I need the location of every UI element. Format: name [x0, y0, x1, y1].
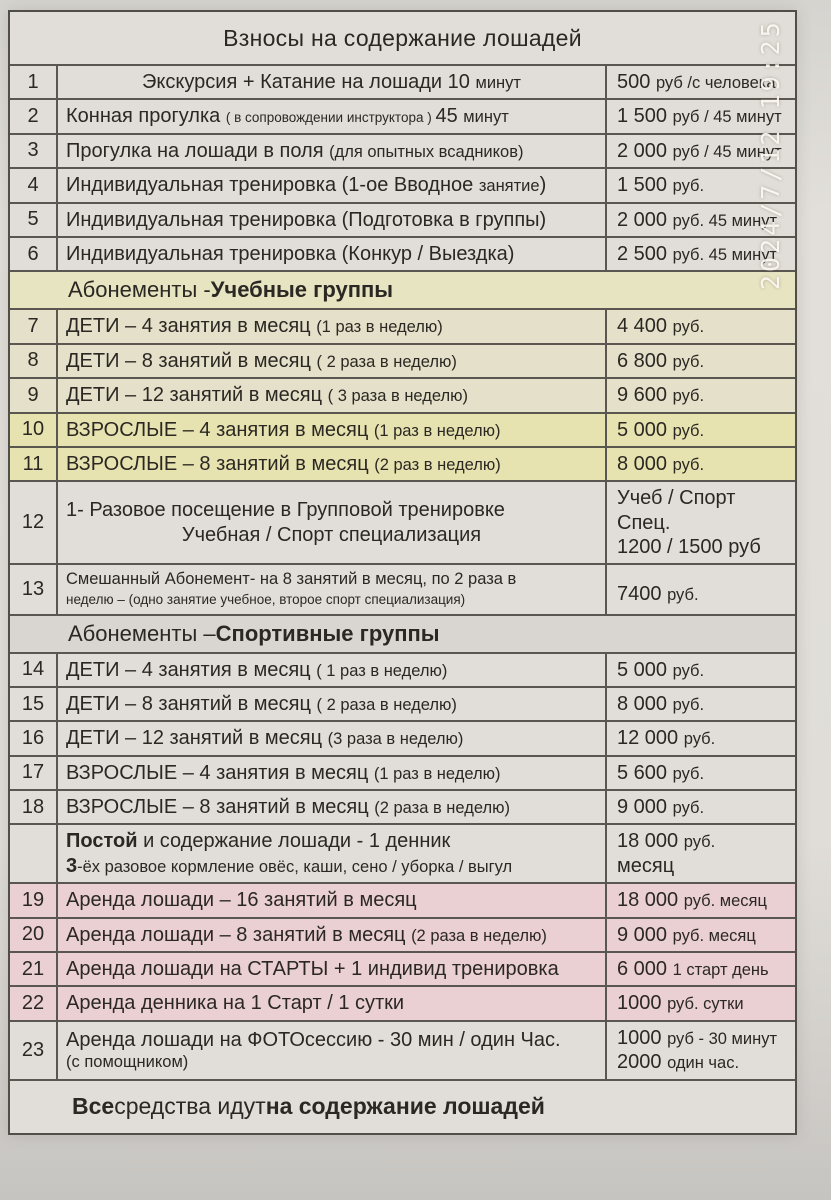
text-segment: 8 000: [617, 452, 673, 475]
text-segment: Индивидуальная тренировка (Конкур / Выездка): [66, 242, 515, 265]
text-line: [617, 486, 789, 535]
text-segment: руб.: [683, 730, 716, 749]
text-line: [617, 1050, 789, 1074]
text-segment: ДЕТИ – 4 занятия в месяц: [66, 658, 317, 681]
price-cell: [605, 654, 795, 686]
table-row: [10, 412, 795, 446]
text-line: [617, 349, 789, 373]
text-line: [66, 104, 597, 128]
price-table-body: [10, 64, 795, 1079]
text-line: [617, 535, 789, 559]
text-line: [617, 418, 789, 442]
text-segment: ВЗРОСЛЫЕ – 4 занятия в месяц: [66, 761, 374, 784]
text-line: [617, 854, 789, 878]
price-cell: [605, 1022, 795, 1079]
text-segment: месяц: [617, 854, 675, 877]
service-description: [58, 135, 605, 167]
text-segment: 18 000: [617, 830, 684, 853]
row-number: 22: [10, 987, 58, 1019]
camera-timestamp: 2024/7/12 19:25: [756, 19, 785, 290]
service-description: [58, 169, 605, 201]
text-segment: 5 600: [617, 761, 673, 784]
text-segment: Аренда лошади – 16 занятий в месяц: [66, 889, 417, 912]
section-header-row: [10, 270, 795, 308]
text-segment: Постой: [66, 830, 144, 853]
text-line: [617, 1026, 789, 1050]
text-segment: 1000: [617, 992, 668, 1015]
table-row: [10, 236, 795, 270]
text-segment: ВЗРОСЛЫЕ – 8 занятий в месяц: [66, 452, 375, 475]
text-segment: руб. месяц: [683, 892, 767, 911]
text-segment: 2 500: [617, 242, 673, 265]
text-segment: 5 000: [617, 418, 673, 441]
table-row: [10, 167, 795, 201]
row-number: 1: [10, 66, 58, 98]
text-segment: 1- Разовое посещение в Групповой тренировке: [66, 499, 505, 522]
text-line: [66, 314, 597, 338]
text-segment: руб.: [672, 421, 705, 440]
text-line: [617, 314, 789, 338]
service-description: [58, 1022, 605, 1079]
service-description: [58, 345, 605, 377]
table-row: [10, 563, 795, 613]
price-cell: [605, 791, 795, 823]
row-number: 10: [10, 414, 58, 446]
text-line: [66, 383, 597, 407]
text-line: [66, 1028, 597, 1052]
text-line: [617, 991, 789, 1015]
text-segment: Аренда денника на 1 Старт / 1 сутки: [66, 992, 405, 1015]
text-segment: 2 000: [617, 208, 673, 231]
table-row: [10, 133, 795, 167]
text-segment: 5 000: [617, 658, 673, 681]
text-segment: минут: [475, 74, 521, 92]
section-header-row: [10, 614, 795, 652]
text-segment: руб. сутки: [667, 995, 744, 1014]
text-segment: руб. 45 минут: [672, 211, 778, 230]
text-segment: ( 3 раза в неделю): [327, 387, 469, 406]
row-number: 13: [10, 565, 58, 613]
text-segment: один час.: [667, 1054, 740, 1073]
text-segment: Индивидуальная тренировка (1-ое Вводное: [66, 174, 479, 197]
text-line: [617, 888, 789, 912]
text-segment: руб.: [672, 387, 705, 406]
text-segment: Индивидуальная тренировка (Подготовка в группы): [66, 208, 547, 231]
row-number: 21: [10, 953, 58, 985]
table-row: [10, 446, 795, 480]
row-number: 7: [10, 310, 58, 342]
text-segment: Учебные группы: [210, 277, 394, 303]
text-segment: руб /с человека: [655, 74, 776, 92]
service-description: [58, 791, 605, 823]
text-line: [66, 173, 597, 197]
text-segment: 1 500: [617, 174, 673, 197]
text-segment: (1 раз в неделю): [373, 421, 501, 440]
row-number: [10, 825, 58, 882]
price-cell: [605, 482, 795, 563]
text-segment: 2 000: [617, 139, 673, 162]
text-line: [66, 569, 597, 590]
text-line: [66, 452, 597, 476]
text-segment: руб / 45 минут: [672, 108, 782, 127]
text-line: [66, 523, 597, 547]
service-description: [58, 238, 605, 270]
text-segment: Абонементы –: [68, 620, 216, 646]
text-segment: Экскурсия + Катание на лошади 10: [142, 71, 476, 93]
table-row: [10, 720, 795, 754]
text-segment: ВЗРОСЛЫЕ – 4 занятия в месяц: [66, 418, 374, 441]
service-description: [58, 482, 605, 563]
row-number: 6: [10, 238, 58, 270]
text-line: [66, 957, 597, 981]
text-segment: ДЕТИ – 8 занятий в месяц: [66, 349, 317, 372]
service-description: [58, 66, 605, 98]
table-row: [10, 789, 795, 823]
text-segment: ВЗРОСЛЫЕ – 8 занятий в месяц: [66, 796, 375, 819]
row-number: 4: [10, 169, 58, 201]
price-cell: [605, 379, 795, 411]
service-description: [58, 414, 605, 446]
footer-text-segment: на содержание лошадей: [265, 1093, 545, 1120]
text-segment: (для опытных всадников): [329, 142, 524, 161]
text-line: [617, 383, 789, 407]
section-title: [10, 272, 795, 308]
text-segment: (2 раз в неделю): [374, 455, 501, 474]
table-row: [10, 98, 795, 132]
text-segment: руб.: [672, 318, 705, 337]
text-line: [66, 795, 597, 819]
price-cell: [605, 414, 795, 446]
text-segment: (с помощником): [66, 1053, 189, 1072]
text-line: [66, 418, 597, 442]
text-segment: Аренда лошади на СТАРТЫ + 1 индивид тренировка: [66, 958, 559, 981]
text-segment: руб.: [683, 833, 716, 852]
table-row: [10, 64, 795, 98]
service-description: [58, 565, 605, 613]
text-line: [66, 761, 597, 785]
table-row: [10, 480, 795, 563]
row-number: 8: [10, 345, 58, 377]
text-line: [66, 1052, 597, 1073]
text-segment: руб.: [672, 764, 705, 783]
row-number: 12: [10, 482, 58, 563]
text-segment: Учебная / Спорт специализация: [181, 523, 482, 546]
text-segment: 1 старт день: [672, 961, 769, 980]
text-segment: Аренда лошади – 8 занятий в месяц: [66, 923, 412, 946]
price-cell: [605, 825, 795, 882]
text-line: [617, 658, 789, 682]
text-line: [617, 923, 789, 947]
text-segment: руб.: [672, 177, 705, 196]
text-line: [617, 795, 789, 819]
text-line: [66, 658, 597, 682]
text-segment: ( 2 раза в неделю): [316, 352, 457, 371]
text-line: [617, 726, 789, 750]
price-cell: [605, 884, 795, 916]
text-segment: ДЕТИ – 12 занятий в месяц: [66, 384, 328, 407]
service-description: [58, 379, 605, 411]
text-line: [66, 139, 597, 163]
service-description: [58, 204, 605, 236]
table-row: [10, 308, 795, 342]
text-segment: 45: [435, 105, 464, 128]
text-line: [66, 349, 597, 373]
text-segment: ( в сопровождении инструктора ): [225, 110, 436, 126]
text-segment: ( 1 раз в неделю): [316, 661, 448, 680]
table-row: [10, 985, 795, 1019]
text-segment: руб.: [672, 695, 705, 714]
text-segment: руб.: [672, 799, 705, 818]
text-segment: (2 раза в неделю): [411, 926, 547, 945]
service-description: [58, 884, 605, 916]
table-row: [10, 917, 795, 951]
table-row: [10, 202, 795, 236]
text-segment: руб / 45 минут: [672, 142, 782, 161]
text-segment: 9 600: [617, 384, 673, 407]
text-segment: ( 2 раза в неделю): [316, 695, 457, 714]
service-description: [58, 825, 605, 882]
text-line: [66, 991, 597, 1015]
text-segment: 3: [66, 854, 78, 877]
text-line: [66, 923, 597, 947]
text-segment: руб. месяц: [672, 926, 756, 945]
text-line: [617, 829, 789, 853]
text-segment: ): [539, 174, 547, 197]
row-number: 2: [10, 100, 58, 132]
text-segment: руб - 30 минут: [667, 1029, 778, 1048]
price-cell: [605, 345, 795, 377]
text-segment: 9 000: [617, 923, 673, 946]
text-segment: неделю – (одно занятие учебное, второе спорт специализация): [66, 591, 466, 607]
text-line: [617, 452, 789, 476]
text-segment: Спортивные группы: [215, 620, 440, 646]
text-segment: руб.: [667, 586, 699, 605]
service-description: [58, 953, 605, 985]
text-segment: минут: [463, 108, 509, 127]
footer-text-segment: Все: [72, 1093, 115, 1120]
row-number: 9: [10, 379, 58, 411]
price-table: [8, 10, 797, 1135]
text-segment: (3 раза в неделю): [327, 730, 464, 749]
text-line: [66, 242, 597, 266]
text-segment: 6 000: [617, 958, 673, 981]
table-row: [10, 686, 795, 720]
price-cell: [605, 757, 795, 789]
table-row: [10, 882, 795, 916]
text-line: [66, 498, 597, 522]
text-line: [66, 70, 597, 94]
text-segment: руб. 45 минут: [672, 245, 778, 264]
text-segment: 7400: [617, 583, 668, 606]
price-cell: [605, 310, 795, 342]
service-description: [58, 722, 605, 754]
table-row: [10, 1020, 795, 1079]
text-segment: Учеб / Спорт Спец.: [617, 487, 736, 534]
text-segment: ДЕТИ – 4 занятия в месяц: [66, 315, 317, 338]
text-segment: Аренда лошади на ФОТОсессию - 30 мин / один Час.: [66, 1028, 561, 1051]
table-row: [10, 951, 795, 985]
text-segment: руб.: [672, 661, 705, 680]
text-segment: 1200 / 1500 руб: [617, 536, 761, 559]
price-cell: [605, 688, 795, 720]
service-description: [58, 688, 605, 720]
service-description: [58, 654, 605, 686]
text-segment: 500: [617, 71, 656, 93]
row-number: 17: [10, 757, 58, 789]
text-line: [66, 854, 597, 878]
table-title: [10, 12, 795, 64]
row-number: 14: [10, 654, 58, 686]
text-segment: (1 раз в неделю): [316, 318, 443, 337]
text-segment: Смешанный Абонемент- на 8 занятий в месяц, по 2 раза в: [66, 570, 517, 589]
text-line: [66, 590, 597, 610]
text-segment: 6 800: [617, 349, 673, 372]
text-segment: Прогулка на лошади в поля: [66, 139, 330, 162]
text-segment: (2 раза в неделю): [374, 799, 510, 818]
service-description: [58, 310, 605, 342]
row-number: 16: [10, 722, 58, 754]
row-number: 5: [10, 204, 58, 236]
text-segment: 1 500: [617, 105, 673, 128]
text-line: [66, 726, 597, 750]
text-line: [66, 692, 597, 716]
table-title-text: Взносы на содержание лошадей: [223, 24, 582, 51]
text-segment: Абонементы -: [68, 277, 211, 303]
text-segment: и содержание лошади - 1 денник: [143, 830, 451, 853]
price-cell: [605, 722, 795, 754]
text-segment: 12 000: [617, 727, 684, 750]
text-segment: 1000: [617, 1026, 668, 1049]
text-segment: 8 000: [617, 692, 673, 715]
section-title: [10, 616, 795, 652]
service-description: [58, 448, 605, 480]
text-line: [66, 208, 597, 232]
footer-note: [10, 1079, 795, 1133]
price-cell: [605, 919, 795, 951]
text-segment: ДЕТИ – 8 занятий в месяц: [66, 692, 317, 715]
service-description: [58, 100, 605, 132]
text-segment: руб.: [672, 352, 705, 371]
price-cell: [605, 987, 795, 1019]
table-row: [10, 377, 795, 411]
service-description: [58, 987, 605, 1019]
row-number: 18: [10, 791, 58, 823]
price-cell: [605, 448, 795, 480]
text-line: [66, 829, 597, 853]
service-description: [58, 757, 605, 789]
text-line: [617, 957, 789, 981]
row-number: 11: [10, 448, 58, 480]
table-row: [10, 755, 795, 789]
text-line: [617, 582, 789, 606]
footer-text-segment: средства идут: [114, 1093, 266, 1120]
price-cell: [605, 953, 795, 985]
text-segment: занятие: [478, 177, 540, 196]
text-segment: 2000: [617, 1051, 668, 1074]
text-line: [617, 692, 789, 716]
row-number: 23: [10, 1022, 58, 1079]
text-segment: -ёх разовое кормление овёс, каши, сено / уборка / выгул: [77, 857, 513, 876]
price-cell: [605, 565, 795, 613]
service-description: [58, 919, 605, 951]
text-segment: 18 000: [617, 889, 684, 912]
table-row: [10, 652, 795, 686]
table-row: [10, 823, 795, 882]
text-segment: 9 000: [617, 796, 673, 819]
text-segment: 4 400: [617, 315, 673, 338]
text-segment: руб.: [672, 455, 705, 474]
row-number: 20: [10, 919, 58, 951]
text-segment: ДЕТИ – 12 занятий в месяц: [66, 727, 328, 750]
row-number: 19: [10, 884, 58, 916]
table-row: [10, 343, 795, 377]
text-segment: (1 раз в неделю): [373, 764, 501, 783]
text-line: [617, 761, 789, 785]
row-number: 3: [10, 135, 58, 167]
row-number: 15: [10, 688, 58, 720]
text-line: [66, 888, 597, 912]
text-segment: Конная прогулка: [66, 105, 226, 128]
